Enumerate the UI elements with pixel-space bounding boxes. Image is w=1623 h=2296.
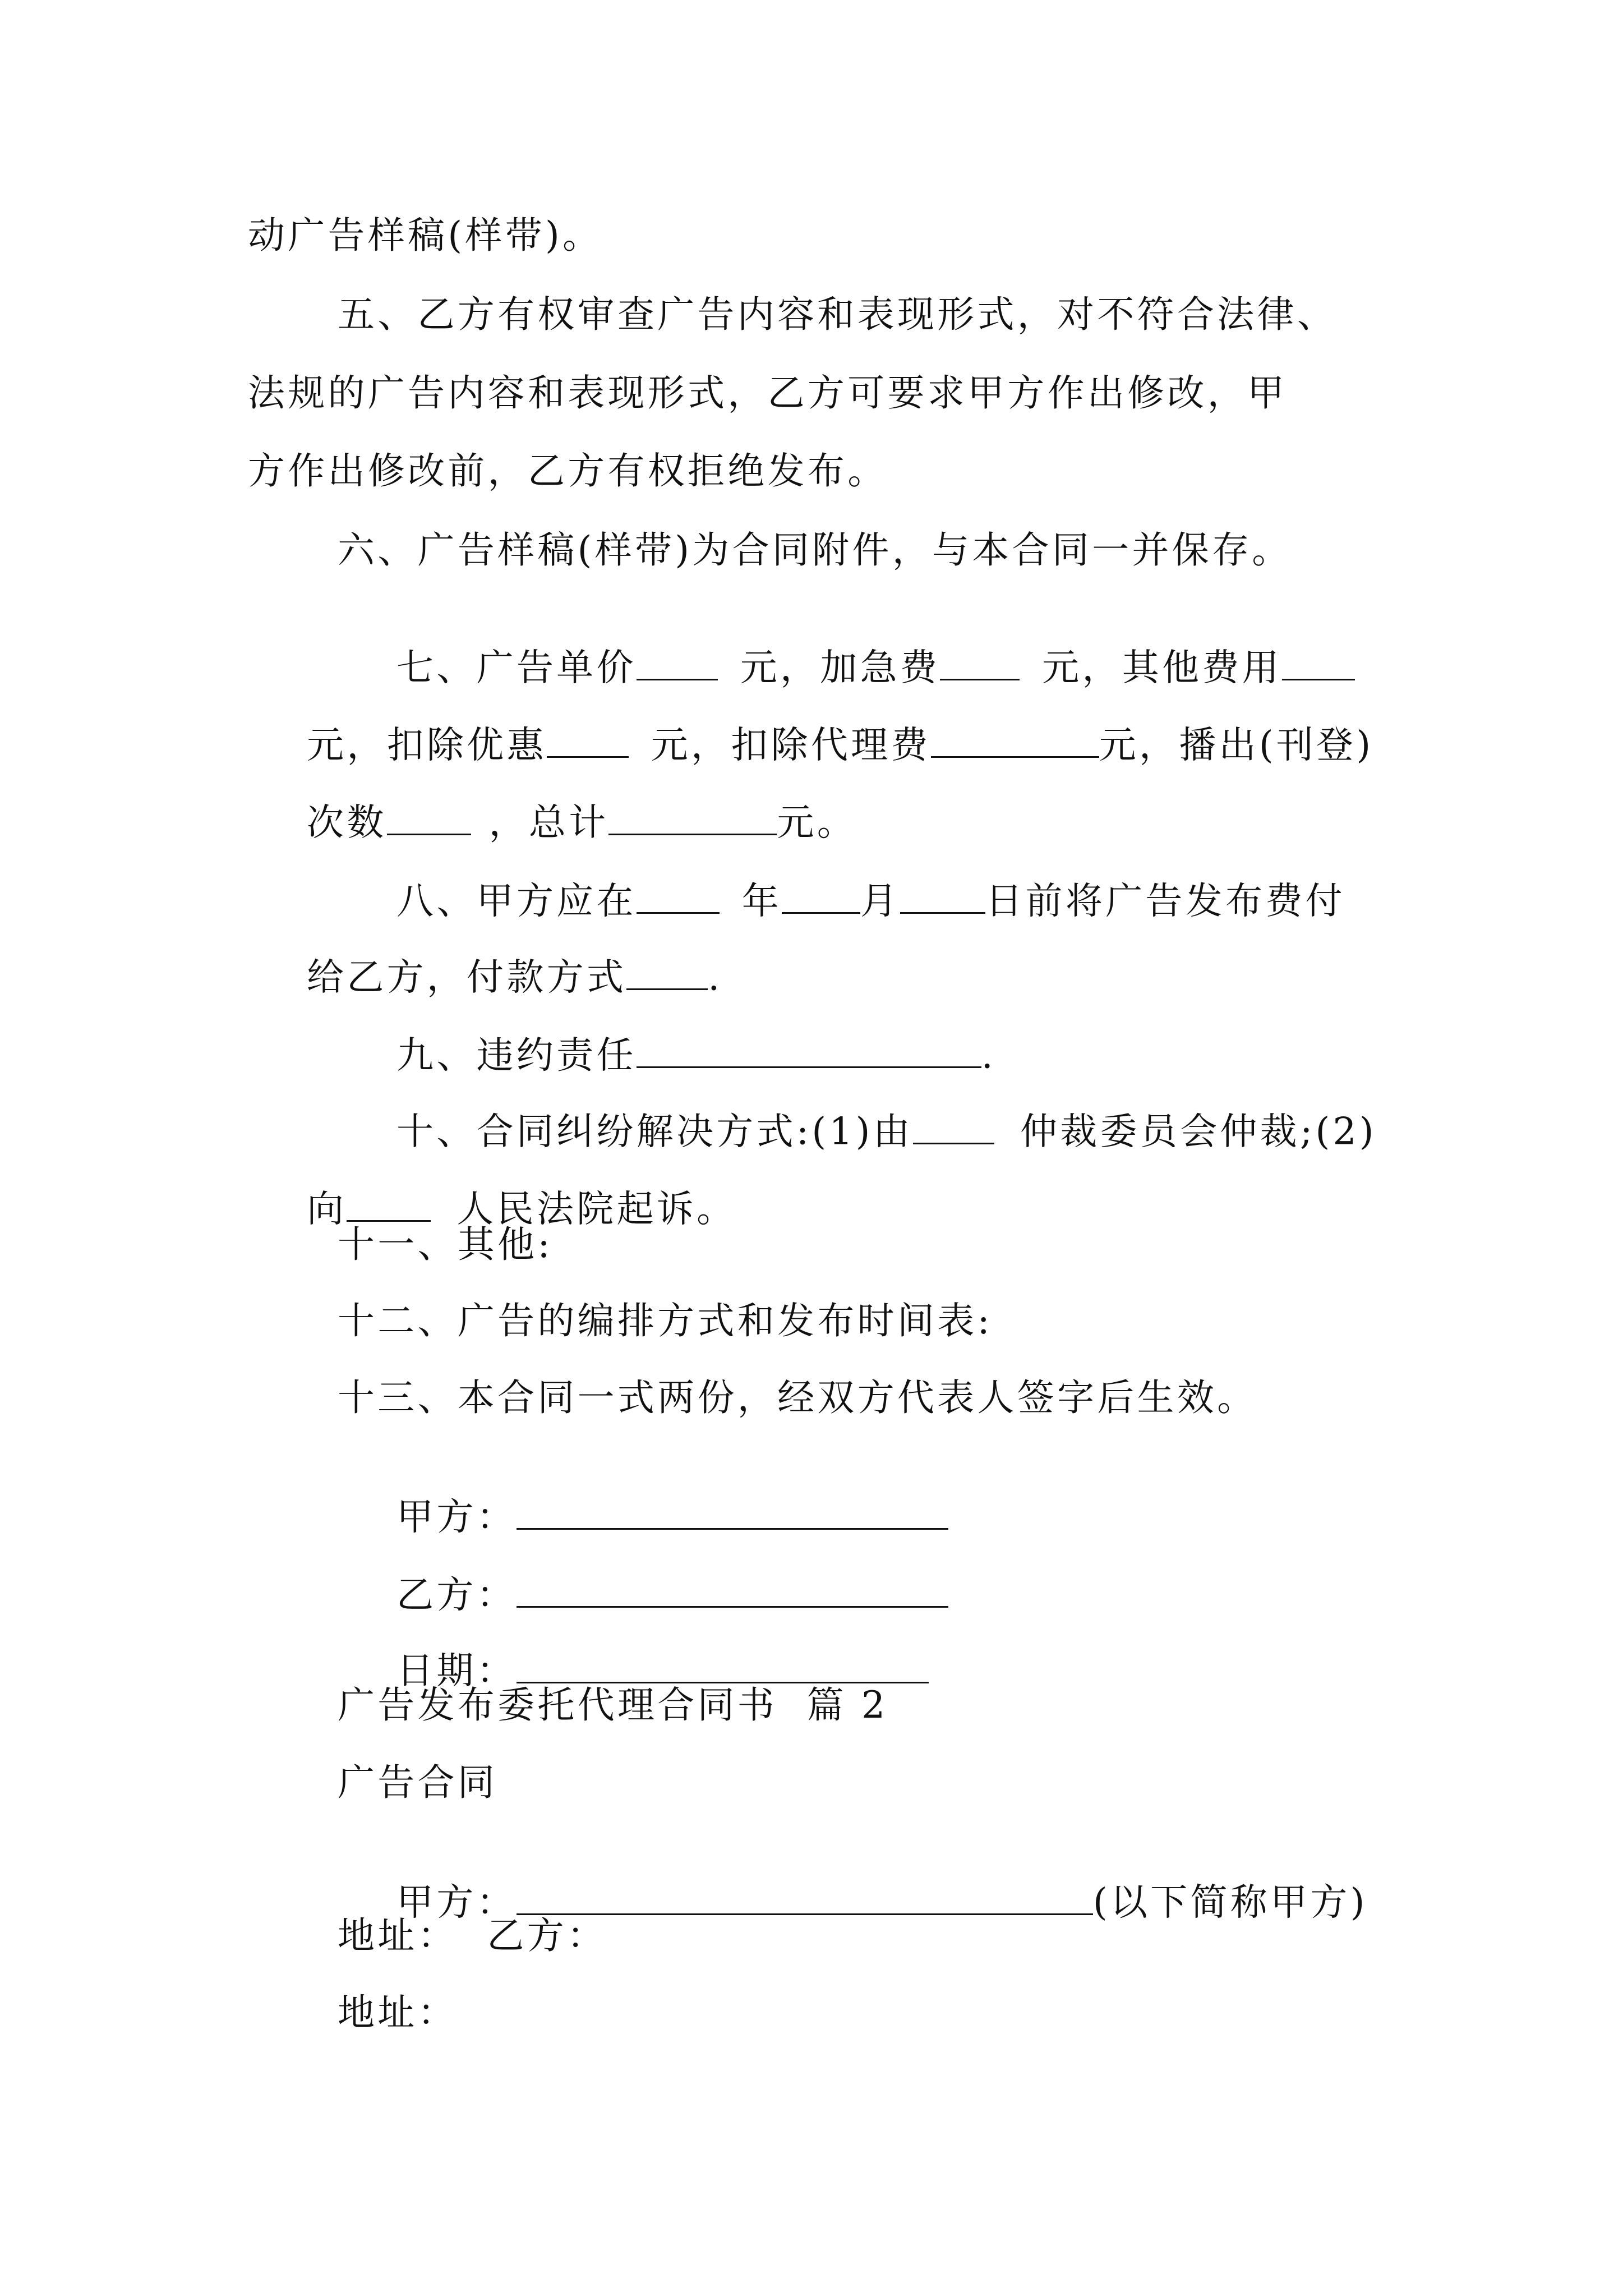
clause-7-text-6: 元，播出(刊登) — [1099, 723, 1374, 767]
clause-10-text-2: 仲裁委员会仲裁;(2) — [1020, 1110, 1377, 1153]
party-b-label: 乙方： — [396, 1573, 517, 1617]
payment-method-blank[interactable] — [626, 953, 708, 990]
clause-7-text-4: 元，扣除优惠 — [307, 723, 547, 767]
party-a-signature-blank[interactable] — [517, 1493, 948, 1530]
section-2-party-a-label: 甲方： — [396, 1880, 517, 1924]
unit-price-blank[interactable] — [637, 643, 718, 680]
clause-6-line: 六、广告样稿(样带)为合同附件，与本合同一并保存。 — [338, 528, 1292, 572]
text-line-1: 动广告样稿(样带)。 — [248, 214, 603, 257]
month-blank[interactable] — [782, 877, 860, 914]
party-a-label: 甲方： — [396, 1495, 517, 1539]
arbitration-blank[interactable] — [913, 1107, 994, 1144]
clause-8-text-3: 月 — [860, 879, 901, 923]
clause-7-text-8: ，总计 — [488, 800, 609, 844]
clause-8-text-1: 八、甲方应在 — [396, 879, 637, 923]
clause-12-line: 十二、广告的编排方式和发布时间表: — [338, 1299, 993, 1342]
clause-7-text-5: 元，扣除代理费 — [651, 723, 931, 767]
clause-8-text-4: 日前将广告发布费付 — [985, 879, 1345, 923]
clause-5-line-1: 五、乙方有权审查广告内容和表现形式，对不符合法律、 — [338, 293, 1337, 336]
clause-13-line: 十三、本合同一式两份，经双方代表人签字后生效。 — [338, 1376, 1257, 1419]
clause-11-line: 十一、其他: — [338, 1223, 553, 1266]
party-b-signature-blank[interactable] — [517, 1571, 948, 1608]
section-2-party-a-blank[interactable] — [517, 1878, 1093, 1915]
clause-5-line-3: 方作出修改前，乙方有权拒绝发布。 — [248, 449, 888, 493]
year-blank[interactable] — [637, 877, 720, 914]
clause-9-text-2: . — [981, 1033, 996, 1077]
clause-7-text-1: 七、广告单价 — [396, 646, 637, 689]
clause-7-text-3: 元，其他费用 — [1042, 646, 1282, 689]
court-blank[interactable] — [347, 1185, 431, 1222]
day-blank[interactable] — [900, 877, 985, 914]
other-fee-blank[interactable] — [1282, 643, 1355, 680]
broadcast-count-blank[interactable] — [387, 798, 471, 835]
clause-10-text-3: 向 — [307, 1187, 347, 1231]
agency-fee-blank[interactable] — [931, 721, 1099, 758]
section-2-title: 广告合同 — [338, 1761, 498, 1804]
date-label: 日期： — [396, 1649, 517, 1692]
section-2-heading: 广告发布委托代理合同书 篇 2 — [338, 1683, 888, 1727]
clause-8-text-2: 年 — [741, 879, 782, 923]
total-blank[interactable] — [608, 798, 777, 835]
clause-9-text-1: 九、违约责任 — [396, 1033, 637, 1077]
section-2-address-line: 地址： 乙方： — [338, 1914, 607, 1957]
clause-7-text-2: 元，加急费 — [740, 646, 940, 689]
section-2-address-line-2: 地址： — [338, 1991, 458, 2034]
clause-8-text-6: . — [708, 955, 723, 999]
discount-blank[interactable] — [547, 721, 629, 758]
clause-10-text-1: 十、合同纠纷解决方式:(1)由 — [396, 1110, 913, 1153]
rush-fee-blank[interactable] — [940, 643, 1020, 680]
clause-10-text-4: 人民法院起诉。 — [457, 1187, 737, 1231]
date-signature-blank[interactable] — [517, 1646, 929, 1683]
section-2-party-a-suffix: (以下简称甲方) — [1092, 1880, 1368, 1924]
clause-5-line-2: 法规的广告内容和表现形式，乙方可要求甲方作出修改，甲 — [248, 371, 1288, 415]
clause-8-text-5: 给乙方，付款方式 — [307, 955, 627, 999]
clause-7-text-7: 次数 — [307, 800, 387, 844]
clause-7-text-9: 元。 — [777, 800, 857, 844]
liability-blank[interactable] — [637, 1031, 981, 1068]
